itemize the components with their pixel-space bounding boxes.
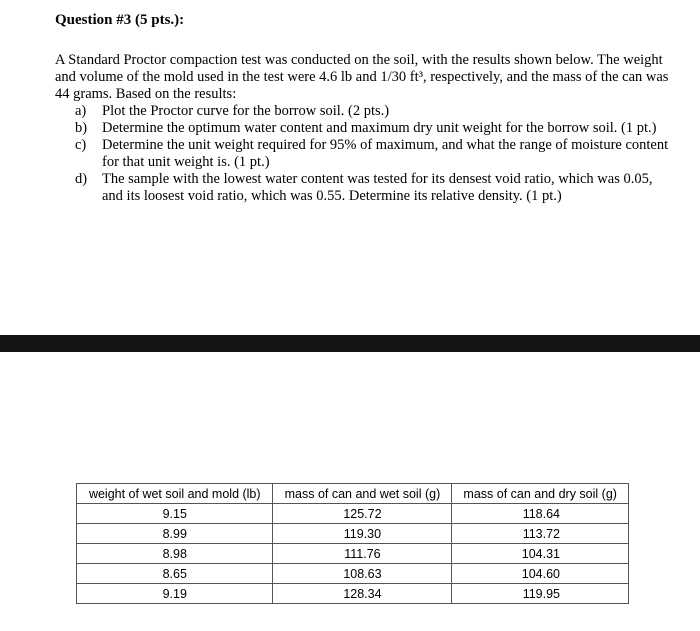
- table-cell: 104.31: [452, 544, 629, 564]
- table-cell: 9.15: [77, 504, 273, 524]
- question-part-a: [75, 103, 675, 120]
- question-part-b: [75, 120, 675, 137]
- part-text: Determine the optimum water content and maximum dry unit weight for the borrow soil. (1 pt.): [102, 120, 657, 136]
- table-row: [77, 504, 629, 524]
- table-cell: 111.76: [273, 544, 452, 564]
- part-text: The sample with the lowest water content was tested for its densest void ratio, which was 0.05, and its loosest void ratio, which was 0.55. Determine its relative density. (1 pt.): [102, 171, 653, 204]
- results-table: [76, 483, 629, 604]
- table-row: [77, 544, 629, 564]
- table-cell: 108.63: [273, 564, 452, 584]
- question-intro: A Standard Proctor compaction test was conducted on the soil, with the results shown below. The weight and volume of the mold used in the test were 4.6 lb and 1/30 ft³, respectively, and the mass of the can was 44 grams. Based on the results:: [55, 52, 669, 102]
- table-cell: 128.34: [273, 584, 452, 604]
- part-marker: c): [75, 137, 87, 153]
- table-cell: 8.65: [77, 564, 273, 584]
- question-part-c: [75, 137, 675, 171]
- table-cell: 113.72: [452, 524, 629, 544]
- part-text: Plot the Proctor curve for the borrow soil. (2 pts.): [102, 103, 390, 119]
- table-row: [77, 584, 629, 604]
- column-header: mass of can and dry soil (g): [452, 484, 629, 504]
- section-divider: [0, 335, 700, 352]
- column-header: mass of can and wet soil (g): [273, 484, 452, 504]
- table-cell: 8.99: [77, 524, 273, 544]
- table-cell: 104.60: [452, 564, 629, 584]
- column-header: weight of wet soil and mold (lb): [77, 484, 273, 504]
- part-marker: b): [75, 120, 88, 136]
- table-cell: 125.72: [273, 504, 452, 524]
- question-heading: Question #3 (5 pts.):: [55, 12, 185, 28]
- part-text: Determine the unit weight required for 95% of maximum, and what the range of moisture content for that unit weight is. (1 pt.): [102, 137, 669, 170]
- table-cell: 8.98: [77, 544, 273, 564]
- table-row: [77, 564, 629, 584]
- table-cell: 119.30: [273, 524, 452, 544]
- table-cell: 118.64: [452, 504, 629, 524]
- table-cell: 9.19: [77, 584, 273, 604]
- question-part-d: [75, 171, 675, 205]
- table-cell: 119.95: [452, 584, 629, 604]
- table-header-row: [77, 484, 629, 504]
- question-parts-list: [75, 103, 675, 205]
- table-row: [77, 524, 629, 544]
- part-marker: d): [75, 171, 88, 187]
- part-marker: a): [75, 103, 87, 119]
